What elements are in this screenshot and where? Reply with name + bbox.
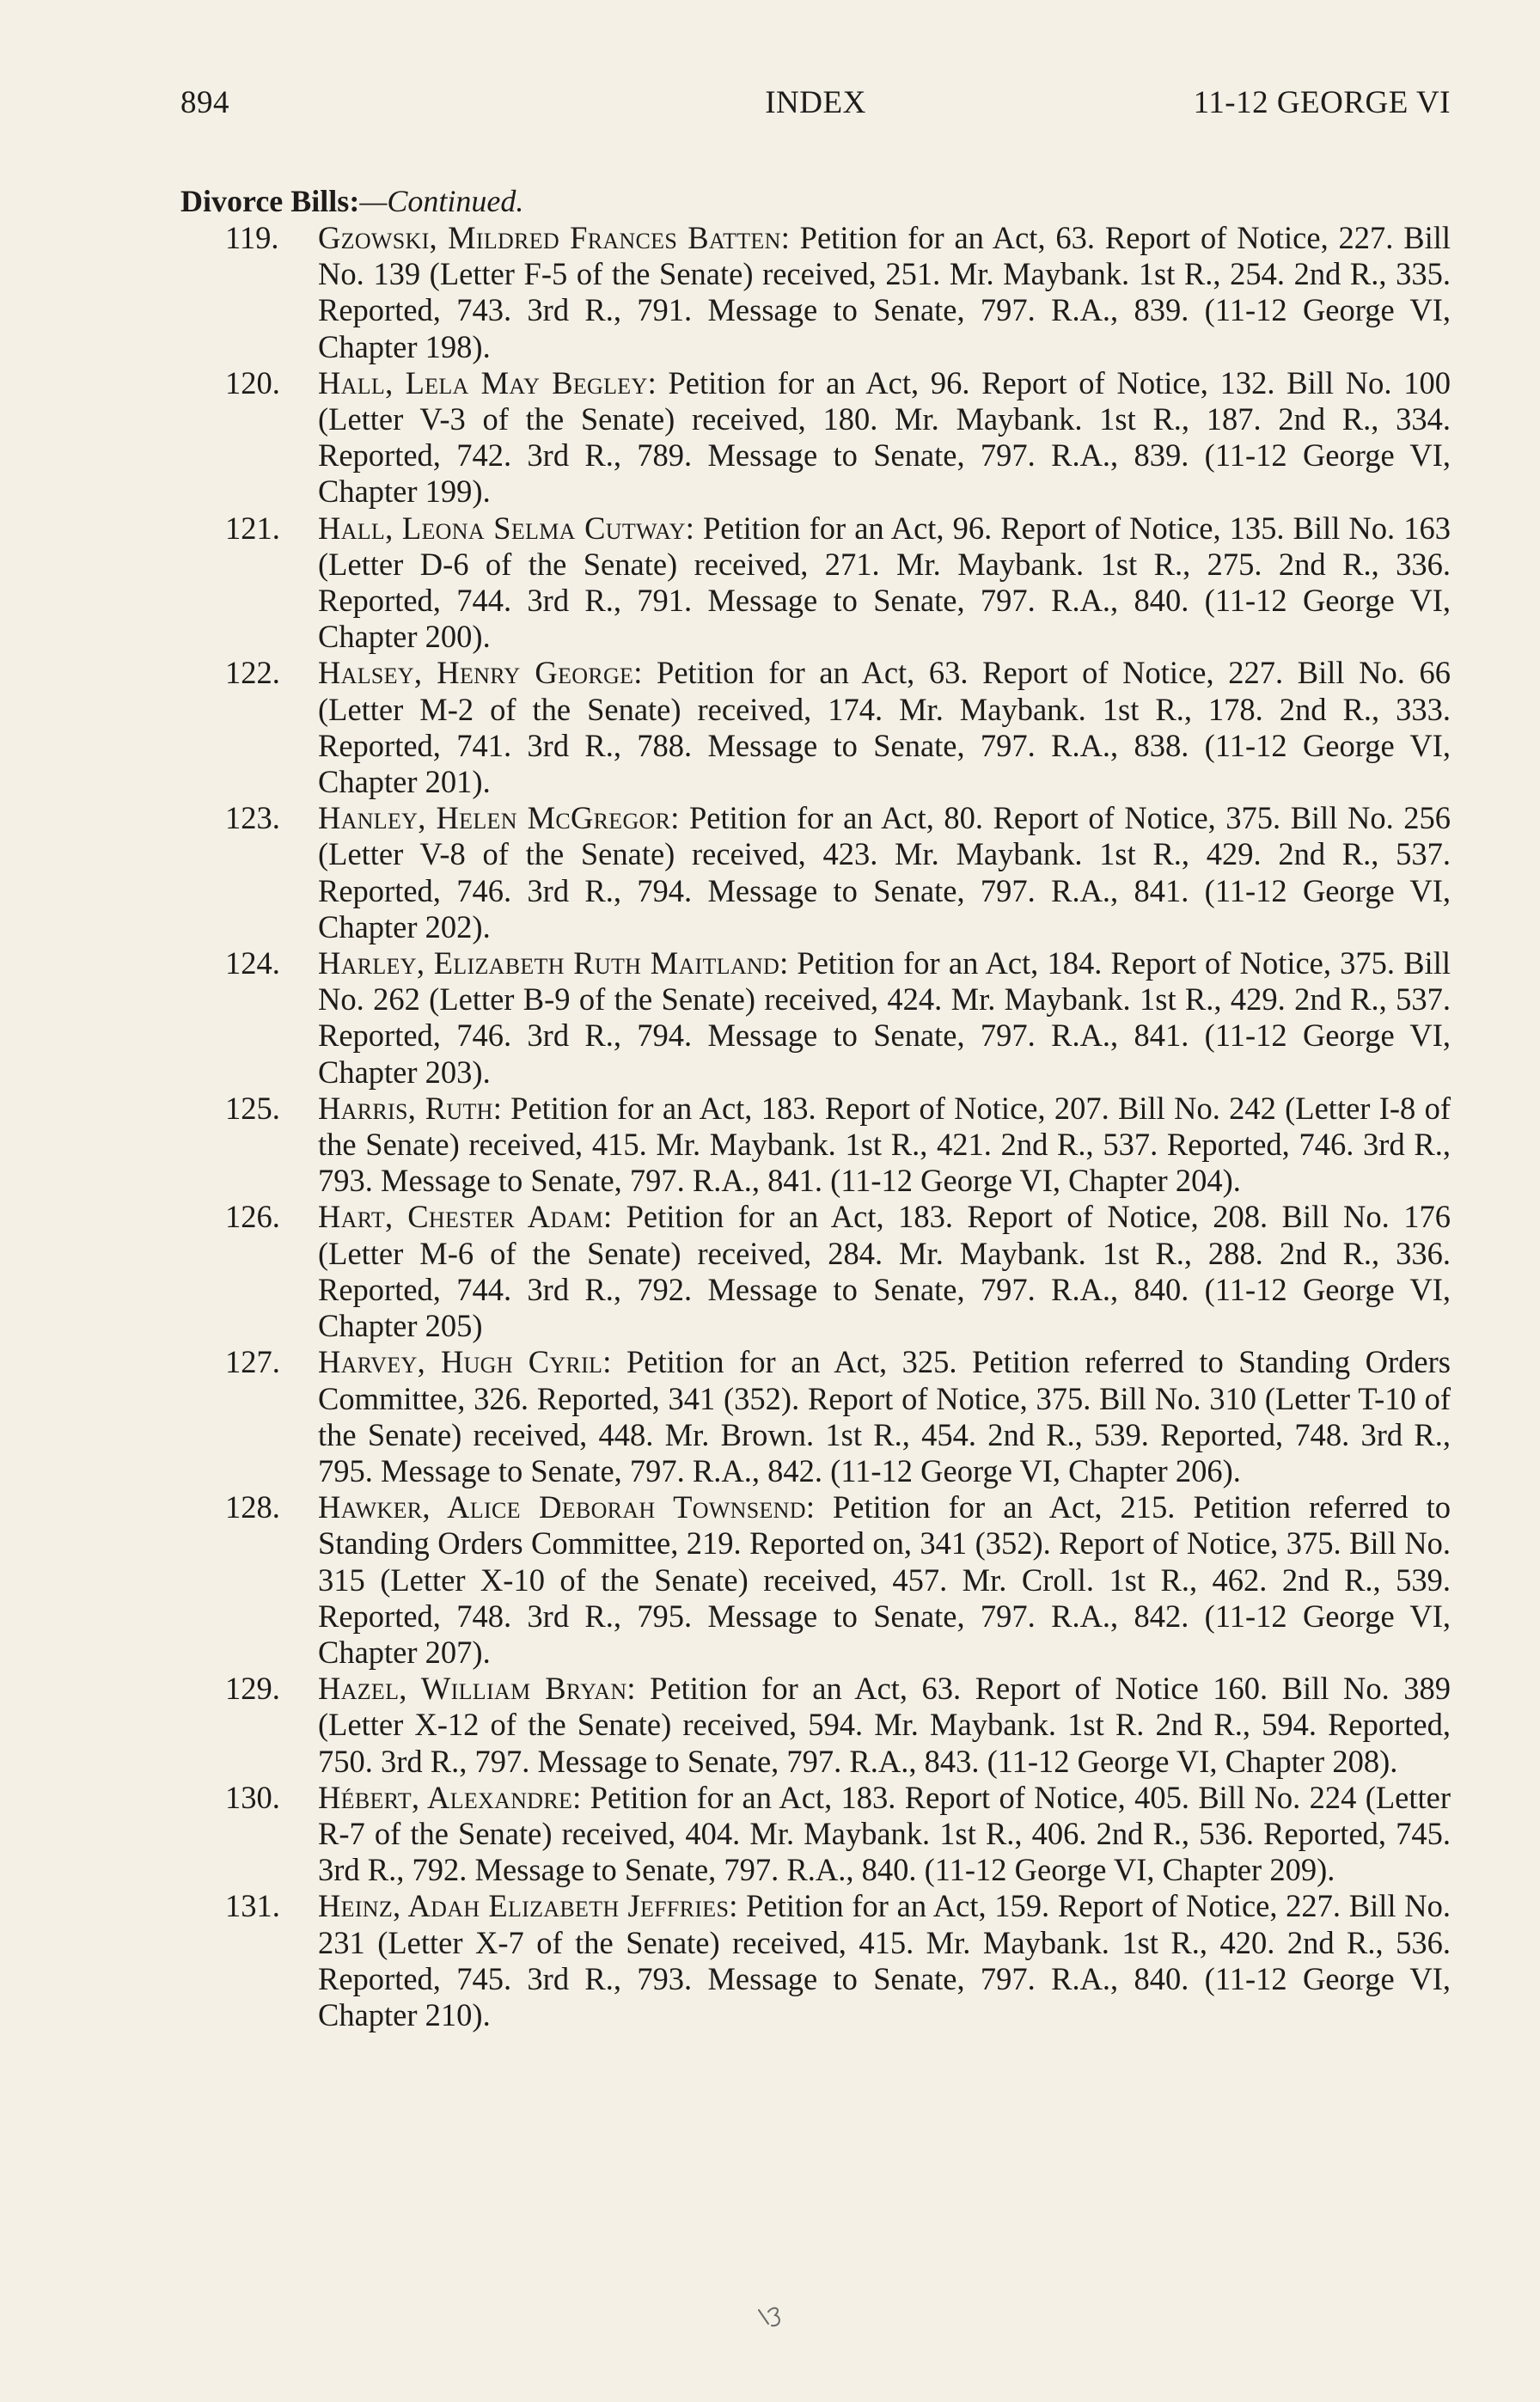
index-entry xyxy=(180,1671,1451,1780)
entry-text: : Petition for an Act, 63. Report of Notice 160. Bill No. 389 (Letter X-12 of the Senate) received, 594. Mr. Maybank. 1st R. 2nd R., 594. Reported, 750. 3rd R., 797. Message to Senate, 797. R.A., 843. (11-12 George VI, Chapter 208). xyxy=(318,1671,1451,1779)
entry-text: : Petition for an Act, 325. Petition referred to Standing Orders Committee, 326. Reported, 341 (352). Report of Notice, 375. Bill No. 310 (Letter T-10 of the Senate) received, 448. Mr. Brown. 1st R., 454. 2nd R., 539. Reported, 748. 3rd R., 795. Message to Senate, 797. R.A., 842. (11-12 George VI, Chapter 206). xyxy=(318,1344,1451,1488)
entry-name: Hall, Lela May Begley xyxy=(318,364,648,400)
entry-name: Hawker, Alice Deborah Townsend xyxy=(318,1489,806,1525)
entry-text: : Petition for an Act, 215. Petition referred to Standing Orders Committee, 219. Reported on, 341 (352). Report of Notice, 375. Bill No. 315 (Letter X-10 of the Senate) received, 457. Mr. Croll. 1st R., 462. 2nd R., 539. Reported, 748. 3rd R., 795. Message to Senate, 797. R.A., 842. (11-12 George VI, Chapter 207). xyxy=(318,1489,1451,1670)
index-entry xyxy=(180,1091,1451,1200)
entry-name: Hanley, Helen McGregor xyxy=(318,800,671,836)
entry-number: 128. xyxy=(225,1489,280,1525)
entry-number: 119. xyxy=(225,220,279,255)
entry-text: : Petition for an Act, 183. Report of Notice, 208. Bill No. 176 (Letter M-6 of the Senate) received, 284. Mr. Maybank. 1st R., 288. 2nd R., 336. Reported, 744. 3rd R., 792. Message to Senate, 797. R.A., 840. (11-12 George VI, Chapter 205) xyxy=(318,1199,1451,1344)
entry-text: : Petition for an Act, 183. Report of Notice, 207. Bill No. 242 (Letter I-8 of the Senate) received, 415. Mr. Maybank. 1st R., 421. 2nd R., 537. Reported, 746. 3rd R., 793. Message to Senate, 797. R.A., 841. (11-12 George VI, Chapter 204). xyxy=(318,1090,1451,1199)
section-heading xyxy=(180,182,523,220)
index-entry xyxy=(180,1199,1451,1344)
entry-number: 124. xyxy=(225,945,280,981)
entry-name: Hall, Leona Selma Cutway xyxy=(318,510,686,546)
index-entry xyxy=(180,655,1451,800)
entry-text: : Petition for an Act, 184. Report of Notice, 375. Bill No. 262 (Letter B-9 of the Senate) received, 424. Mr. Maybank. 1st R., 429. 2nd R., 537. Reported, 746. 3rd R., 794. Message to Senate, 797. R.A., 841. (11-12 George VI, Chapter 203). xyxy=(318,945,1451,1090)
entry-name: Harley, Elizabeth Ruth Maitland xyxy=(318,945,780,981)
entry-number: 122. xyxy=(225,655,280,691)
entry-text: : Petition for an Act, 63. Report of Notice, 227. Bill No. 139 (Letter F-5 of the Senate) received, 251. Mr. Maybank. 1st R., 254. 2nd R., 335. Reported, 743. 3rd R., 791. Message to Senate, 797. R.A., 839. (11-12 George VI, Chapter 198). xyxy=(318,220,1451,364)
index-entry xyxy=(180,1888,1451,2033)
entry-name: Hart, Chester Adam xyxy=(318,1199,603,1235)
entry-number: 129. xyxy=(225,1671,280,1707)
index-entry xyxy=(180,365,1451,510)
running-head xyxy=(180,84,1451,127)
entry-list xyxy=(180,220,1451,2033)
entry-number: 130. xyxy=(225,1779,280,1815)
entry-text: : Petition for an Act, 96. Report of Notice, 135. Bill No. 163 (Letter D-6 of the Senate) received, 271. Mr. Maybank. 1st R., 275. 2nd R., 336. Reported, 744. 3rd R., 791. Message to Senate, 797. R.A., 840. (11-12 George VI, Chapter 200). xyxy=(318,510,1451,655)
page-number: 894 xyxy=(180,85,229,120)
entry-text: : Petition for an Act, 183. Report of Notice, 405. Bill No. 224 (Letter R-7 of the Senate) received, 404. Mr. Maybank. 1st R., 406. 2nd R., 536. Reported, 745. 3rd R., 792. Message to Senate, 797. R.A., 840. (11-12 George VI, Chapter 209). xyxy=(318,1779,1451,1888)
section-continued: —Continued. xyxy=(359,184,524,218)
entry-text: : Petition for an Act, 63. Report of Notice, 227. Bill No. 66 (Letter M-2 of the Senate) received, 174. Mr. Maybank. 1st R., 178. 2nd R., 333. Reported, 741. 3rd R., 788. Message to Senate, 797. R.A., 838. (11-12 George VI, Chapter 201). xyxy=(318,655,1451,800)
index-entry xyxy=(180,510,1451,656)
entry-number: 121. xyxy=(225,510,280,546)
entry-number: 126. xyxy=(225,1199,280,1235)
entry-number: 120. xyxy=(225,364,280,400)
entry-name: Harvey, Hugh Cyril xyxy=(318,1344,603,1380)
index-entry xyxy=(180,1344,1451,1489)
entry-name: Hazel, William Bryan xyxy=(318,1671,627,1707)
entry-name: Hébert, Alexandre xyxy=(318,1779,573,1815)
running-title: INDEX xyxy=(765,85,866,120)
index-entry xyxy=(180,1780,1451,1889)
running-subtitle: 11-12 GEORGE VI xyxy=(1193,85,1451,120)
entry-text: : Petition for an Act, 159. Report of Notice, 227. Bill No. 231 (Letter X-7 of the Senate) received, 415. Mr. Maybank. 1st R., 420. 2nd R., 536. Reported, 745. 3rd R., 793. Message to Senate, 797. R.A., 840. (11-12 George VI, Chapter 210). xyxy=(318,1888,1451,2032)
index-entry xyxy=(180,1489,1451,1671)
section-label: Divorce Bills: xyxy=(180,184,360,218)
index-entry xyxy=(180,800,1451,945)
entry-name: Gzowski, Mildred Frances Batten xyxy=(318,220,781,255)
entry-name: Heinz, Adah Elizabeth Jeffries xyxy=(318,1888,730,1924)
index-entry xyxy=(180,220,1451,365)
entry-number: 127. xyxy=(225,1344,280,1380)
index-entry xyxy=(180,945,1451,1091)
entry-number: 131. xyxy=(225,1888,280,1924)
entry-number: 125. xyxy=(225,1090,280,1126)
entry-name: Halsey, Henry George xyxy=(318,655,634,691)
entry-text: : Petition for an Act, 96. Report of Notice, 132. Bill No. 100 (Letter V-3 of the Senate) received, 180. Mr. Maybank. 1st R., 187. 2nd R., 334. Reported, 742. 3rd R., 789. Message to Senate, 797. R.A., 839. (11-12 George VI, Chapter 199). xyxy=(318,364,1451,510)
entry-name: Harris, Ruth xyxy=(318,1090,493,1126)
pencil-mark-icon xyxy=(756,2301,785,2331)
entry-number: 123. xyxy=(225,800,280,836)
entry-text: : Petition for an Act, 80. Report of Notice, 375. Bill No. 256 (Letter V-8 of the Senate) received, 423. Mr. Maybank. 1st R., 429. 2nd R., 537. Reported, 746. 3rd R., 794. Message to Senate, 797. R.A., 841. (11-12 George VI, Chapter 202). xyxy=(318,800,1451,944)
